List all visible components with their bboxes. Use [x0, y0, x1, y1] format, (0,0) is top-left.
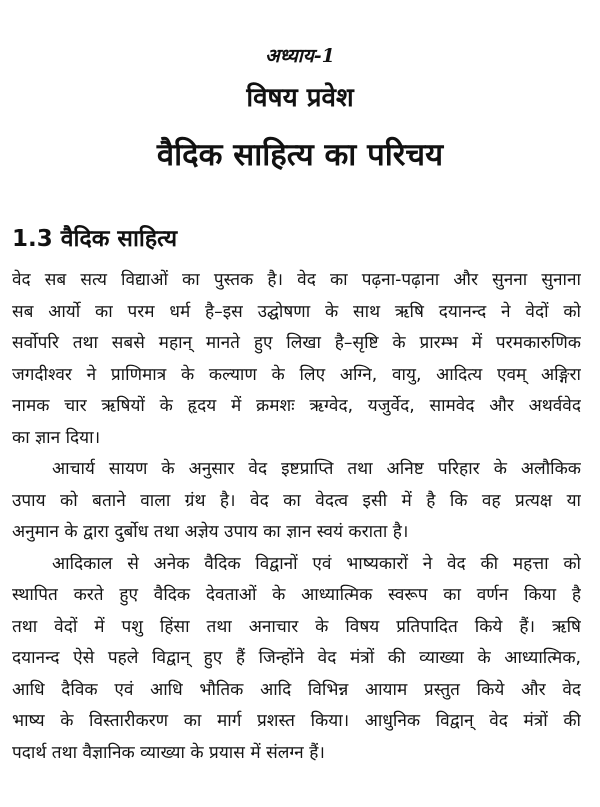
paragraph-2	[12, 454, 581, 549]
paragraph-line: का ज्ञान दिया।	[12, 427, 101, 448]
paragraph-line: सर्वोपरि तथा सबसे महान् मानते हुए लिखा है–सृष्टि के प्रारम्भ में परमकारुणिक	[12, 333, 581, 353]
paragraph-line: आदिकाल से अनेक वैदिक विद्वानों एवं भाष्यकारों ने वेद की महत्ता को	[52, 553, 581, 574]
paragraph-line: वेद सब सत्य विद्याओं का पुस्तक है। वेद का पढ़ना-पढ़ाना और सुनना सुनाना	[12, 270, 581, 290]
page-title: वैदिक साहित्य का परिचय	[156, 137, 444, 173]
paragraph-line: आधि दैविक एवं आधि भौतिक आदि विभिन्न आयाम प्रस्तुत किये और वेद	[12, 679, 581, 700]
section-number: 1.3	[12, 226, 53, 252]
paragraph-line: नामक चार ऋषियों के हृदय में क्रमशः ऋग्वेद, यजुर्वेद, सामवेद और अथर्ववेद	[12, 396, 581, 416]
paragraph-line: सब आर्यो का परम धर्म है–इस उद्घोषणा के साथ ऋषि दयानन्द ने वेदों को	[12, 301, 581, 322]
paragraph-line: भाष्य के विस्तारीकरण का मार्ग प्रशस्त किया। आधुनिक विद्वान् वेद मंत्रों की	[12, 711, 581, 731]
section-heading	[12, 221, 177, 253]
paragraph-line: स्थापित करते हुए वैदिक देवताओं के आध्यात्मिक स्वरूप का वर्णन किया है	[12, 585, 581, 605]
section-heading-text: वैदिक साहित्य	[60, 226, 178, 252]
paragraph-line: आचार्य सायण के अनुसार वेद इष्टप्राप्ति तथा अनिष्ट परिहार के अलौकिक	[52, 459, 581, 479]
chapter-label: अध्याय-1	[265, 45, 335, 67]
paragraph-line: पदार्थ तथा वैज्ञानिक व्याख्या के प्रयास में संलग्न हैं।	[12, 742, 325, 763]
paragraph-line: जगदीश्वर ने प्राणिमात्र के कल्याण के लिए अग्नि, वायु, आदित्य एवम् अङ्गिरा	[12, 364, 581, 385]
paragraph-1	[12, 265, 581, 454]
body-text	[12, 265, 581, 769]
paragraph-line: तथा वेदों में पशु हिंसा तथा अनाचार के विषय प्रतिपादित किये हैं। ऋषि	[12, 616, 581, 637]
paragraph-line: दयानन्द ऐसे पहले विद्वान् हुए हैं जिन्होंने वेद मंत्रों की व्याख्या के आध्यात्मिक,	[12, 648, 581, 668]
subject-title: विषय प्रवेश	[246, 83, 354, 113]
paragraph-line: उपाय को बताने वाला ग्रंथ है। वेद का वेदत्व इसी में है कि वह प्रत्यक्ष या	[12, 490, 581, 511]
paragraph-line: अनुमान के द्वारा दुर्बोध तथा अज्ञेय उपाय का ज्ञान स्वयं कराता है।	[12, 522, 409, 542]
paragraph-3	[12, 549, 581, 770]
